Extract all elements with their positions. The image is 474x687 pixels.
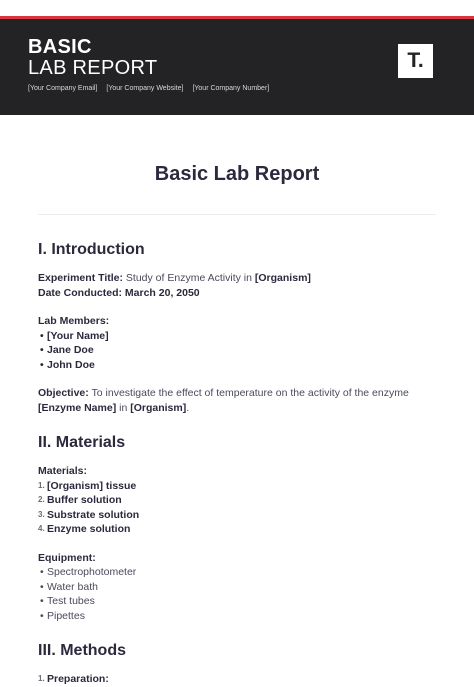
materials-list (38, 479, 436, 537)
lab-members-label: Lab Members: (38, 315, 110, 327)
list-item: • Water bath (40, 580, 98, 593)
list-item: • [Your Name] (40, 329, 109, 342)
company-email: [Your Company Email] (28, 85, 98, 92)
list-item: 1. [Organism] tissue (38, 479, 137, 492)
date-value: March 20, 2050 (122, 286, 200, 299)
introduction-section (38, 240, 436, 415)
date-label: Date Conducted: (38, 286, 122, 299)
company-contacts (28, 85, 269, 92)
list-item: 3. Substrate solution (38, 508, 140, 521)
list-item: • Pipettes (40, 609, 85, 622)
methods-steps (38, 672, 436, 687)
equipment-label: Equipment: (38, 551, 96, 564)
list-item: 4. Enzyme solution (38, 523, 131, 535)
experiment-title-placeholder: [Organism] (254, 272, 311, 284)
objective-paragraph: Objective: To investigate the effect of temperature on the activity of the enzyme [Enzyme Name] in [Organism]. (38, 387, 409, 414)
list-item: • Test tubes (40, 595, 95, 607)
list-item: 1. Preparation: (38, 673, 109, 685)
equipment-list (38, 565, 436, 623)
lab-members-list (38, 329, 436, 373)
brand-title-line2: LAB REPORT (28, 57, 158, 79)
materials-heading: II. Materials (38, 434, 126, 451)
document-title: Basic Lab Report (154, 163, 320, 185)
title-divider (38, 214, 436, 215)
list-item: 2. Buffer solution (38, 494, 122, 506)
materials-section (38, 433, 436, 623)
experiment-title-line (38, 271, 436, 286)
introduction-heading: I. Introduction (38, 241, 145, 258)
brand-title-line1: BASIC (28, 36, 92, 58)
document-header (0, 19, 474, 115)
list-item: • Jane Doe (40, 344, 94, 356)
methods-heading: III. Methods (38, 642, 126, 659)
objective-label: Objective: (38, 387, 89, 399)
company-logo: T. (398, 44, 433, 78)
materials-label: Materials: (38, 465, 88, 477)
company-website: [Your Company Website] (106, 85, 184, 92)
company-phone: [Your Company Number] (192, 85, 270, 92)
list-item: • Spectrophotometer (40, 566, 137, 578)
methods-section (38, 641, 436, 687)
experiment-title-label: Experiment Title: (38, 272, 123, 284)
document-body (38, 240, 436, 687)
date-conducted-line (38, 286, 436, 301)
list-item: • John Doe (40, 358, 95, 371)
experiment-title-text: Study of Enzyme Activity in (123, 272, 255, 284)
